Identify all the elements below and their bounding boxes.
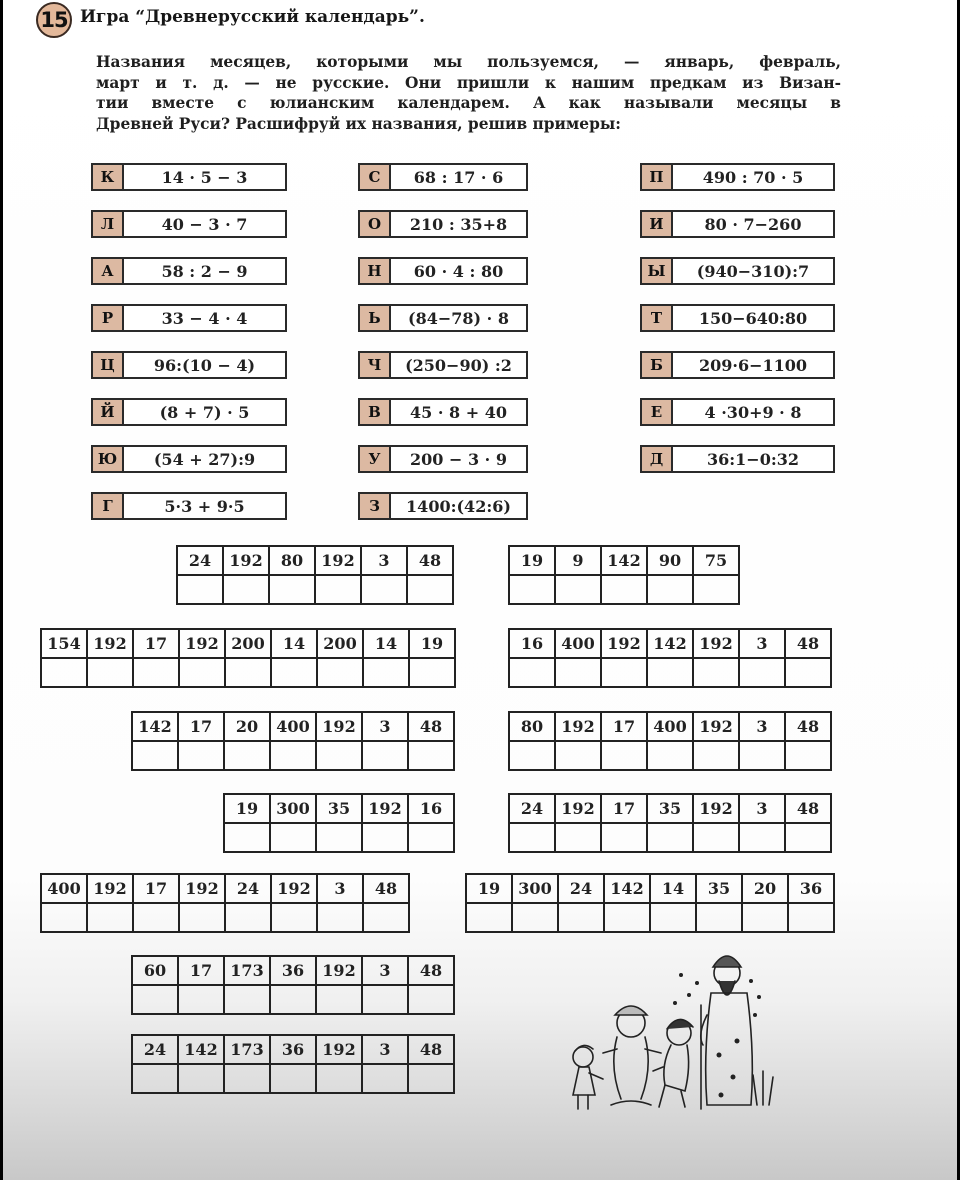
grid-number-cell: 19 — [509, 546, 555, 575]
grid-numbers-row — [132, 712, 454, 741]
answer-grid — [508, 628, 832, 688]
grid-answer-row — [132, 741, 454, 770]
example-expression: 40 − 3 · 7 — [161, 214, 248, 234]
example-letter: К — [93, 165, 124, 189]
grid-answer-cell[interactable] — [601, 658, 647, 687]
grid-number-cell: 14 — [650, 874, 696, 903]
grid-numbers-row — [177, 546, 453, 575]
example-box — [640, 163, 835, 191]
grid-number-cell: 24 — [132, 1035, 178, 1064]
grid-answer-cell[interactable] — [225, 903, 271, 932]
grid-answer-cell[interactable] — [270, 1064, 316, 1093]
grid-number-cell: 48 — [785, 794, 831, 823]
grid-number-cell: 192 — [316, 1035, 362, 1064]
grid-number-cell: 3 — [317, 874, 363, 903]
example-letter: Ь — [360, 306, 391, 330]
grid-answer-cell[interactable] — [363, 658, 409, 687]
grid-number-cell: 19 — [224, 794, 270, 823]
grid-answer-cell[interactable] — [509, 823, 555, 852]
answer-grid — [40, 873, 410, 933]
child-body — [573, 1067, 595, 1095]
grid-number-cell: 192 — [179, 629, 225, 658]
example-expression: 200 − 3 · 9 — [410, 449, 507, 469]
grid-number-cell: 48 — [785, 629, 831, 658]
grid-number-cell: 24 — [177, 546, 223, 575]
grid-numbers-row — [132, 1035, 454, 1064]
example-letter: Ч — [360, 353, 391, 377]
grid-number-cell: 24 — [558, 874, 604, 903]
grid-number-cell: 200 — [317, 629, 363, 658]
grid-number-cell: 3 — [361, 546, 407, 575]
example-expression: 33 − 4 · 4 — [161, 308, 248, 328]
example-letter: А — [93, 259, 124, 283]
grid-numbers-row — [41, 874, 409, 903]
grid-number-cell: 17 — [178, 712, 224, 741]
grid-answer-cell[interactable] — [408, 985, 454, 1014]
grid-number-cell: 35 — [696, 874, 742, 903]
example-box — [358, 257, 528, 285]
grid-answer-cell[interactable] — [271, 658, 317, 687]
grid-numbers-row — [132, 956, 454, 985]
example-box — [640, 304, 835, 332]
grid-number-cell: 142 — [604, 874, 650, 903]
example-expression: 209·6−1100 — [698, 355, 808, 375]
example-expression: (8 + 7) · 5 — [159, 402, 250, 422]
grid-answer-cell[interactable] — [224, 985, 270, 1014]
grid-answer-cell[interactable] — [509, 741, 555, 770]
grid-number-cell: 400 — [647, 712, 693, 741]
intro-line: март и т. д. — не русские. Они пришли к нашим предкам из Визан- — [96, 73, 841, 92]
grid-answer-cell[interactable] — [362, 741, 408, 770]
grid-answer-cell[interactable] — [132, 741, 178, 770]
example-letter: Г — [93, 494, 124, 518]
grid-answer-cell[interactable] — [270, 985, 316, 1014]
example-letter: С — [360, 165, 391, 189]
example-box — [640, 398, 835, 426]
answer-grid — [508, 793, 832, 853]
grid-answer-cell[interactable] — [555, 658, 601, 687]
grid-numbers-row — [41, 629, 455, 658]
grid-number-cell: 192 — [87, 874, 133, 903]
grid-numbers-row — [509, 712, 831, 741]
grid-number-cell: 35 — [647, 794, 693, 823]
example-expression: 4 ·30+9 · 8 — [704, 402, 802, 422]
grid-answer-row — [509, 823, 831, 852]
grid-answer-cell[interactable] — [178, 741, 224, 770]
grid-number-cell: 300 — [270, 794, 316, 823]
grid-number-cell: 48 — [407, 546, 453, 575]
grid-answer-cell[interactable] — [647, 741, 693, 770]
grid-answer-cell[interactable] — [177, 575, 223, 604]
grid-number-cell: 3 — [362, 956, 408, 985]
grid-number-cell: 173 — [224, 1035, 270, 1064]
example-letter: Е — [642, 400, 673, 424]
example-letter: Л — [93, 212, 124, 236]
grid-answer-cell[interactable] — [41, 658, 87, 687]
example-box — [91, 445, 287, 473]
intro-line: тии вместе с юлианским календарем. А как называли месяцы в — [96, 94, 841, 112]
answer-grid — [40, 628, 456, 688]
task-title: Игра “Древнерусский календарь”. — [80, 7, 425, 27]
grid-answer-cell[interactable] — [408, 823, 454, 852]
example-letter: Ы — [642, 259, 673, 283]
grid-answer-row — [509, 658, 831, 687]
example-letter: У — [360, 447, 391, 471]
grid-answer-cell[interactable] — [509, 575, 555, 604]
grid-answer-cell[interactable] — [739, 823, 785, 852]
grid-answer-row — [509, 575, 739, 604]
example-letter: И — [642, 212, 673, 236]
grid-number-cell: 17 — [178, 956, 224, 985]
grid-answer-cell[interactable] — [361, 575, 407, 604]
grid-answer-cell[interactable] — [407, 575, 453, 604]
grid-number-cell: 36 — [788, 874, 834, 903]
grid-number-cell: 200 — [225, 629, 271, 658]
grid-number-cell: 80 — [269, 546, 315, 575]
grid-number-cell: 154 — [41, 629, 87, 658]
grid-answer-cell[interactable] — [788, 903, 834, 932]
grid-answer-cell[interactable] — [558, 903, 604, 932]
grid-answer-cell[interactable] — [604, 903, 650, 932]
grid-answer-cell[interactable] — [132, 1064, 178, 1093]
grid-numbers-row — [466, 874, 834, 903]
grid-number-cell: 192 — [362, 794, 408, 823]
grid-answer-cell[interactable] — [179, 903, 225, 932]
grid-answer-cell[interactable] — [647, 575, 693, 604]
grid-number-cell: 192 — [271, 874, 317, 903]
answer-grid — [223, 793, 455, 853]
grid-number-cell: 3 — [739, 794, 785, 823]
example-expression: 5·3 + 9·5 — [164, 496, 245, 516]
grid-answer-cell[interactable] — [509, 658, 555, 687]
grid-answer-cell[interactable] — [601, 823, 647, 852]
grid-number-cell: 19 — [466, 874, 512, 903]
intro-line: Древней Руси? Расшифруй их названия, решив примеры: — [96, 114, 621, 133]
example-letter: Ц — [93, 353, 124, 377]
old-man-coat — [706, 993, 753, 1105]
grid-number-cell: 400 — [270, 712, 316, 741]
grid-number-cell: 192 — [316, 956, 362, 985]
grid-answer-cell[interactable] — [693, 823, 739, 852]
example-box — [640, 210, 835, 238]
example-letter: О — [360, 212, 391, 236]
grid-answer-cell[interactable] — [224, 823, 270, 852]
task-number: 15 — [40, 8, 68, 32]
grid-answer-cell[interactable] — [179, 658, 225, 687]
grid-number-cell: 400 — [555, 629, 601, 658]
grid-answer-cell[interactable] — [408, 1064, 454, 1093]
grid-number-cell: 3 — [362, 712, 408, 741]
example-box — [358, 351, 528, 379]
example-box — [91, 398, 287, 426]
grid-number-cell: 3 — [739, 629, 785, 658]
grid-number-cell: 3 — [362, 1035, 408, 1064]
grid-number-cell: 400 — [41, 874, 87, 903]
grid-numbers-row — [509, 629, 831, 658]
grid-answer-cell[interactable] — [316, 985, 362, 1014]
example-letter: В — [360, 400, 391, 424]
grid-answer-cell[interactable] — [41, 903, 87, 932]
grid-answer-cell[interactable] — [739, 658, 785, 687]
grid-answer-cell[interactable] — [363, 903, 409, 932]
example-letter: П — [642, 165, 673, 189]
example-box — [91, 163, 287, 191]
example-expression: 150−640:80 — [698, 308, 808, 328]
grid-answer-cell[interactable] — [362, 823, 408, 852]
grid-answer-cell[interactable] — [696, 903, 742, 932]
example-expression: 60 · 4 : 80 — [413, 261, 504, 281]
grid-number-cell: 192 — [601, 629, 647, 658]
answer-grid — [131, 711, 455, 771]
snowflakes — [673, 973, 761, 1098]
grid-number-cell: 60 — [132, 956, 178, 985]
grid-answer-cell[interactable] — [693, 575, 739, 604]
grid-number-cell: 192 — [315, 546, 361, 575]
example-box — [91, 304, 287, 332]
grid-answer-row — [132, 985, 454, 1014]
grid-number-cell: 192 — [555, 794, 601, 823]
answer-grid — [131, 955, 455, 1015]
grid-number-cell: 48 — [785, 712, 831, 741]
grid-answer-cell[interactable] — [316, 1064, 362, 1093]
grid-answer-row — [41, 658, 455, 687]
grid-answer-cell[interactable] — [269, 575, 315, 604]
grid-answer-cell[interactable] — [693, 741, 739, 770]
grid-answer-cell[interactable] — [270, 823, 316, 852]
grid-answer-cell[interactable] — [555, 741, 601, 770]
grid-answer-cell[interactable] — [133, 903, 179, 932]
grid-number-cell: 192 — [555, 712, 601, 741]
example-box — [91, 351, 287, 379]
grid-number-cell: 142 — [132, 712, 178, 741]
grid-answer-cell[interactable] — [87, 658, 133, 687]
example-box — [91, 492, 287, 520]
grid-answer-row — [224, 823, 454, 852]
grid-answer-cell[interactable] — [87, 903, 133, 932]
example-letter: Д — [642, 447, 673, 471]
task-intro — [96, 52, 841, 134]
snowman-body — [614, 1037, 648, 1099]
example-box — [640, 257, 835, 285]
grid-numbers-row — [509, 546, 739, 575]
grid-number-cell: 142 — [601, 546, 647, 575]
grid-number-cell: 20 — [742, 874, 788, 903]
example-box — [91, 257, 287, 285]
grid-number-cell: 16 — [509, 629, 555, 658]
grid-number-cell: 300 — [512, 874, 558, 903]
grid-answer-cell[interactable] — [178, 985, 224, 1014]
grid-answer-row — [132, 1064, 454, 1093]
grid-number-cell: 80 — [509, 712, 555, 741]
grid-number-cell: 75 — [693, 546, 739, 575]
answer-grid — [131, 1034, 455, 1094]
grid-number-cell: 24 — [509, 794, 555, 823]
answer-grid — [508, 711, 832, 771]
illustration-children-and-old-man — [551, 945, 776, 1113]
example-box — [358, 304, 528, 332]
grid-number-cell: 192 — [693, 712, 739, 741]
task-number-badge — [36, 2, 72, 38]
grid-answer-cell[interactable] — [601, 575, 647, 604]
example-expression: 210 : 35+8 — [409, 214, 508, 234]
example-expression: 490 : 70 · 5 — [702, 167, 804, 187]
grid-number-cell: 3 — [739, 712, 785, 741]
grid-answer-cell[interactable] — [317, 903, 363, 932]
grid-answer-cell[interactable] — [224, 1064, 270, 1093]
grid-answer-cell[interactable] — [739, 741, 785, 770]
grid-number-cell: 36 — [270, 956, 316, 985]
grid-answer-cell[interactable] — [317, 658, 363, 687]
grid-number-cell: 17 — [601, 794, 647, 823]
example-box — [358, 398, 528, 426]
example-box — [91, 210, 287, 238]
grid-answer-cell[interactable] — [270, 741, 316, 770]
answer-grid — [508, 545, 740, 605]
grid-numbers-row — [509, 794, 831, 823]
grid-number-cell: 173 — [224, 956, 270, 985]
grid-number-cell: 192 — [223, 546, 269, 575]
answer-grid — [176, 545, 454, 605]
grid-answer-cell[interactable] — [785, 741, 831, 770]
example-letter: Т — [642, 306, 673, 330]
grid-answer-cell[interactable] — [466, 903, 512, 932]
grid-answer-row — [177, 575, 453, 604]
example-expression: 36:1−0:32 — [706, 449, 799, 469]
grid-number-cell: 17 — [133, 629, 179, 658]
grid-answer-cell[interactable] — [315, 575, 361, 604]
example-expression: (84−78) · 8 — [408, 308, 509, 328]
example-expression: 80 · 7−260 — [704, 214, 802, 234]
grid-answer-cell[interactable] — [555, 823, 601, 852]
bush — [753, 1071, 773, 1105]
example-letter: Б — [642, 353, 673, 377]
grid-answer-cell[interactable] — [647, 823, 693, 852]
grid-answer-cell[interactable] — [271, 903, 317, 932]
answer-grid — [465, 873, 835, 933]
intro-line: Названия месяцев, которыми мы пользуемся, — январь, февраль, — [96, 53, 841, 71]
grid-number-cell: 35 — [316, 794, 362, 823]
grid-number-cell: 36 — [270, 1035, 316, 1064]
grid-answer-cell[interactable] — [647, 658, 693, 687]
grid-answer-cell[interactable] — [133, 658, 179, 687]
grid-number-cell: 20 — [224, 712, 270, 741]
grid-numbers-row — [224, 794, 454, 823]
grid-answer-cell[interactable] — [178, 1064, 224, 1093]
grid-number-cell: 14 — [271, 629, 317, 658]
example-letter: Ю — [93, 447, 124, 471]
grid-number-cell: 192 — [87, 629, 133, 658]
example-box — [358, 445, 528, 473]
example-expression: (54 + 27):9 — [153, 449, 256, 469]
grid-answer-cell[interactable] — [650, 903, 696, 932]
example-letter: Й — [93, 400, 124, 424]
example-box — [358, 210, 528, 238]
example-letter: Р — [93, 306, 124, 330]
grid-answer-cell[interactable] — [601, 741, 647, 770]
grid-answer-cell[interactable] — [362, 985, 408, 1014]
grid-answer-cell[interactable] — [225, 658, 271, 687]
grid-answer-cell[interactable] — [742, 903, 788, 932]
example-expression: 1400:(42:6) — [406, 496, 511, 516]
grid-number-cell: 192 — [316, 712, 362, 741]
grid-answer-cell[interactable] — [409, 658, 455, 687]
grid-number-cell: 17 — [133, 874, 179, 903]
grid-number-cell: 142 — [178, 1035, 224, 1064]
grid-answer-row — [41, 903, 409, 932]
example-expression: 14 · 5 − 3 — [161, 167, 248, 187]
grid-answer-cell[interactable] — [316, 741, 362, 770]
example-expression: (250−90) :2 — [405, 355, 512, 375]
grid-number-cell: 9 — [555, 546, 601, 575]
grid-answer-cell[interactable] — [785, 823, 831, 852]
grid-answer-cell[interactable] — [316, 823, 362, 852]
example-box — [640, 445, 835, 473]
grid-answer-cell[interactable] — [785, 658, 831, 687]
example-letter: З — [360, 494, 391, 518]
grid-number-cell: 90 — [647, 546, 693, 575]
grid-answer-cell[interactable] — [408, 741, 454, 770]
grid-answer-cell[interactable] — [512, 903, 558, 932]
grid-answer-cell[interactable] — [132, 985, 178, 1014]
grid-number-cell: 192 — [179, 874, 225, 903]
textbook-page — [3, 0, 957, 1180]
example-expression: 96:(10 − 4) — [153, 355, 256, 375]
grid-number-cell: 24 — [225, 874, 271, 903]
grid-answer-row — [509, 741, 831, 770]
grid-answer-cell[interactable] — [362, 1064, 408, 1093]
grid-answer-cell[interactable] — [223, 575, 269, 604]
grid-number-cell: 48 — [363, 874, 409, 903]
grid-number-cell: 48 — [408, 956, 454, 985]
example-expression: (940−310):7 — [696, 261, 810, 281]
grid-answer-cell[interactable] — [555, 575, 601, 604]
grid-number-cell: 17 — [601, 712, 647, 741]
grid-number-cell: 14 — [363, 629, 409, 658]
grid-number-cell: 142 — [647, 629, 693, 658]
example-expression: 45 · 8 + 40 — [410, 402, 507, 422]
example-expression: 58 : 2 − 9 — [161, 261, 248, 281]
grid-number-cell: 48 — [408, 1035, 454, 1064]
grid-number-cell: 16 — [408, 794, 454, 823]
grid-number-cell: 192 — [693, 629, 739, 658]
grid-number-cell: 48 — [408, 712, 454, 741]
example-letter: Н — [360, 259, 391, 283]
grid-number-cell: 192 — [693, 794, 739, 823]
grid-number-cell: 19 — [409, 629, 455, 658]
example-expression: 68 : 17 · 6 — [413, 167, 504, 187]
example-box — [640, 351, 835, 379]
example-box — [358, 492, 528, 520]
grid-answer-cell[interactable] — [693, 658, 739, 687]
example-box — [358, 163, 528, 191]
grid-answer-row — [466, 903, 834, 932]
grid-answer-cell[interactable] — [224, 741, 270, 770]
